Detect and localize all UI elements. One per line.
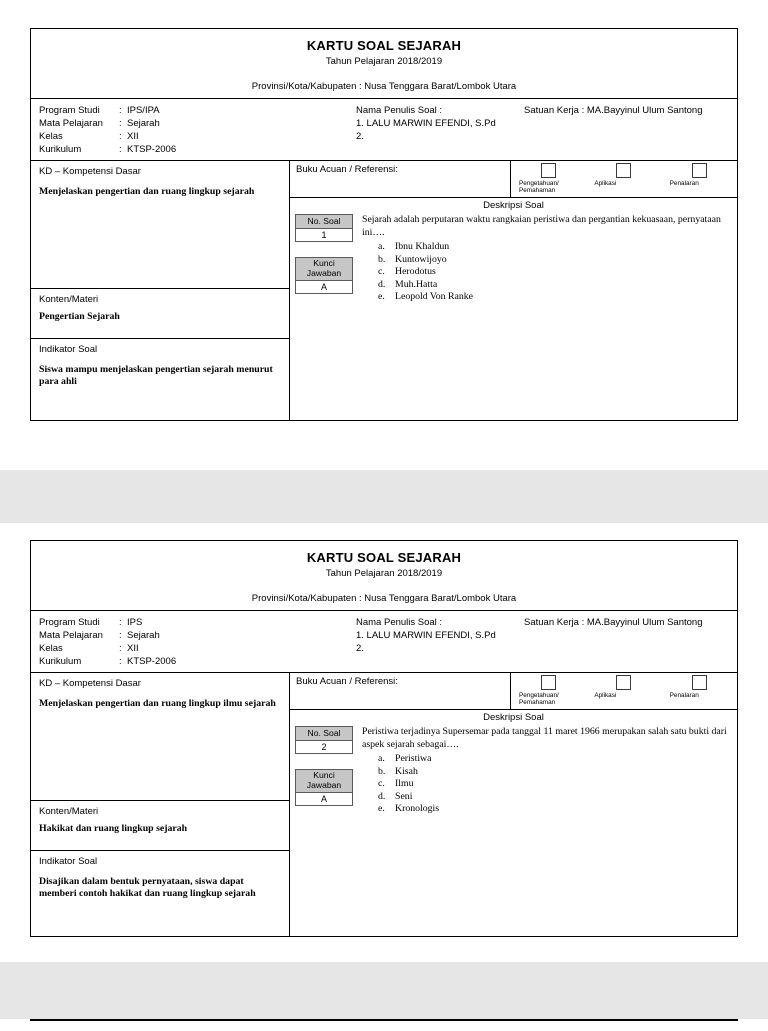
question-content bbox=[356, 214, 737, 420]
option-text: Seni bbox=[395, 790, 413, 802]
no-soal-label: No. Soal bbox=[295, 726, 353, 741]
kunci-value: A bbox=[295, 793, 353, 806]
region-line: Provinsi/Kota/Kabupaten : Nusa Tenggara Barat/Lombok Utara bbox=[251, 593, 517, 604]
penalaran-label: Penalaran bbox=[669, 180, 699, 187]
konten-section bbox=[31, 801, 289, 851]
card-subtitle: Tahun Pelajaran 2018/2019 bbox=[325, 568, 443, 579]
indikator-label: Indikator Soal bbox=[39, 856, 98, 867]
deskripsi-soal-label: Deskripsi Soal bbox=[483, 712, 544, 723]
kunci-label: Kunci Jawaban bbox=[295, 769, 353, 793]
kunci-label: Kunci Jawaban bbox=[295, 257, 353, 281]
page-3-partial bbox=[0, 1019, 768, 1031]
satuan-kerja: Satuan Kerja : MA.Bayyinul Ulum Santong bbox=[524, 105, 703, 116]
field-value: IPS bbox=[127, 617, 143, 628]
option-row bbox=[378, 803, 727, 816]
field-value: XII bbox=[127, 131, 139, 142]
kelas-field bbox=[39, 642, 356, 655]
option-letter: a. bbox=[378, 753, 385, 764]
indikator-section bbox=[31, 339, 289, 420]
kognitif-aplikasi bbox=[586, 673, 661, 709]
kelas-field bbox=[39, 130, 356, 143]
referensi-label: Buku Acuan / Referensi: bbox=[296, 164, 398, 175]
penulis-label: Nama Penulis Soal : bbox=[356, 617, 443, 628]
referensi-row bbox=[290, 673, 737, 710]
option-text: Leopold Von Ranke bbox=[395, 291, 474, 302]
option-text: Kronologis bbox=[395, 803, 440, 814]
no-soal-group bbox=[295, 214, 353, 242]
kunci-group bbox=[295, 769, 353, 806]
field-colon: : bbox=[119, 144, 122, 155]
question-card-1 bbox=[30, 28, 738, 421]
option-row bbox=[378, 766, 727, 779]
info-strip bbox=[31, 611, 737, 673]
option-letter: c. bbox=[378, 778, 385, 789]
field-value: IPS/IPA bbox=[127, 105, 160, 116]
field-label: Kurikulum bbox=[39, 656, 82, 667]
penulis-line-2: 2. bbox=[356, 643, 364, 654]
question-card-2 bbox=[30, 540, 738, 937]
option-letter: c. bbox=[378, 266, 385, 277]
right-column bbox=[290, 673, 737, 936]
field-value: Sejarah bbox=[127, 630, 160, 641]
option-letter: a. bbox=[378, 241, 385, 252]
kd-text: Menjelaskan pengertian dan ruang lingkup sejarah bbox=[39, 186, 255, 197]
pengetahuan-label: Pengetahuan/ Pemahaman bbox=[519, 180, 559, 195]
option-text: Herodotus bbox=[395, 266, 436, 277]
mata-pelajaran-field bbox=[39, 117, 356, 130]
kognitif-penalaran bbox=[662, 161, 737, 197]
referensi-label: Buku Acuan / Referensi: bbox=[296, 676, 398, 687]
deskripsi-soal-label: Deskripsi Soal bbox=[483, 200, 544, 211]
field-colon: : bbox=[119, 643, 122, 654]
aplikasi-checkbox bbox=[616, 163, 631, 178]
page-1 bbox=[0, 0, 768, 470]
kurikulum-field bbox=[39, 143, 356, 156]
kognitif-pengetahuan bbox=[511, 673, 586, 709]
pengetahuan-label: Pengetahuan/ Pemahaman bbox=[519, 692, 559, 707]
page-2 bbox=[0, 523, 768, 962]
kd-label: KD – Kompetensi Dasar bbox=[39, 166, 141, 177]
option-row bbox=[378, 778, 727, 791]
penulis-block bbox=[356, 616, 524, 672]
kunci-value: A bbox=[295, 281, 353, 294]
option-letter: e. bbox=[378, 803, 385, 814]
no-soal-label: No. Soal bbox=[295, 214, 353, 229]
kd-text: Menjelaskan pengertian dan ruang lingkup ilmu sejarah bbox=[39, 698, 276, 709]
page-gap bbox=[0, 470, 768, 523]
field-label: Program Studi bbox=[39, 617, 100, 628]
question-meta bbox=[290, 214, 356, 420]
penulis-line-1: 1. LALU MARWIN EFENDI, S.Pd bbox=[356, 630, 496, 641]
option-text: Muh.Hatta bbox=[395, 278, 438, 290]
indikator-text: Disajikan dalam bentuk pernyataan, siswa dapat memberi contoh hakikat dan ruang lingkup sejarah bbox=[39, 876, 256, 899]
options-list bbox=[378, 241, 727, 304]
question-text: Sejarah adalah perputaran waktu rangkaian peristiwa dan pergantian kekuasaan, pernyataan ini…. bbox=[362, 214, 721, 238]
option-row bbox=[378, 279, 727, 292]
pengetahuan-checkbox bbox=[541, 675, 556, 690]
option-row bbox=[378, 753, 727, 766]
option-row bbox=[378, 241, 727, 254]
question-meta bbox=[290, 726, 356, 936]
no-soal-group bbox=[295, 726, 353, 754]
option-letter: d. bbox=[378, 790, 386, 802]
option-text: Peristiwa bbox=[395, 753, 432, 764]
field-value: XII bbox=[127, 643, 139, 654]
info-strip bbox=[31, 99, 737, 161]
aplikasi-label: Aplikasi bbox=[594, 692, 617, 699]
option-row bbox=[378, 254, 727, 267]
region-line: Provinsi/Kota/Kabupaten : Nusa Tenggara Barat/Lombok Utara bbox=[251, 81, 517, 92]
no-soal-value: 2 bbox=[295, 741, 353, 754]
card-header bbox=[31, 541, 737, 611]
penalaran-label: Penalaran bbox=[669, 692, 699, 699]
kognitif-checkboxes bbox=[510, 673, 737, 709]
option-letter: b. bbox=[378, 765, 386, 777]
left-column bbox=[31, 673, 290, 936]
card-title: KARTU SOAL SEJARAH bbox=[306, 550, 462, 565]
question-area bbox=[290, 212, 737, 420]
options-list bbox=[378, 753, 727, 816]
kd-section bbox=[31, 161, 289, 289]
question-text: Peristiwa terjadinya Supersemar pada tanggal 11 maret 1966 merupakan salah satu bukti dari aspek sejarah sebagai…. bbox=[362, 726, 727, 750]
field-label: Mata Pelajaran bbox=[39, 118, 103, 129]
option-text: Kuntowijoyo bbox=[395, 253, 447, 265]
page-gap bbox=[0, 962, 768, 1012]
kognitif-penalaran bbox=[662, 673, 737, 709]
question-content bbox=[356, 726, 737, 936]
option-letter: b. bbox=[378, 253, 386, 265]
field-colon: : bbox=[119, 617, 122, 628]
field-value: KTSP-2006 bbox=[127, 144, 177, 155]
referensi-row bbox=[290, 161, 737, 198]
indikator-text: Siswa mampu menjelaskan pengertian sejarah menurut para ahli bbox=[39, 364, 273, 387]
kunci-group bbox=[295, 257, 353, 294]
card-body bbox=[31, 161, 737, 420]
field-value: KTSP-2006 bbox=[127, 656, 177, 667]
right-column bbox=[290, 161, 737, 420]
field-label: Program Studi bbox=[39, 105, 100, 116]
program-studi-field bbox=[39, 616, 356, 629]
penulis-line-1: 1. LALU MARWIN EFENDI, S.Pd bbox=[356, 118, 496, 129]
konten-label: Konten/Materi bbox=[39, 806, 99, 817]
field-colon: : bbox=[119, 656, 122, 667]
field-colon: : bbox=[119, 630, 122, 641]
kurikulum-field bbox=[39, 655, 356, 668]
option-letter: e. bbox=[378, 291, 385, 302]
field-colon: : bbox=[119, 105, 122, 116]
no-soal-value: 1 bbox=[295, 229, 353, 242]
program-studi-field bbox=[39, 104, 356, 117]
konten-text: Hakikat dan ruang lingkup sejarah bbox=[39, 823, 188, 834]
card-body bbox=[31, 673, 737, 936]
option-row bbox=[378, 291, 727, 304]
konten-section bbox=[31, 289, 289, 339]
field-label: Mata Pelajaran bbox=[39, 630, 103, 641]
kognitif-checkboxes bbox=[510, 161, 737, 197]
indikator-label: Indikator Soal bbox=[39, 344, 98, 355]
option-text: Ibnu Khaldun bbox=[395, 241, 450, 252]
option-text: Ilmu bbox=[395, 778, 414, 789]
card-title: KARTU SOAL SEJARAH bbox=[306, 38, 462, 53]
aplikasi-checkbox bbox=[616, 675, 631, 690]
konten-text: Pengertian Sejarah bbox=[39, 311, 120, 322]
penalaran-checkbox bbox=[692, 163, 707, 178]
mata-pelajaran-field bbox=[39, 629, 356, 642]
kd-section bbox=[31, 673, 289, 801]
aplikasi-label: Aplikasi bbox=[594, 180, 617, 187]
kd-label: KD – Kompetensi Dasar bbox=[39, 678, 141, 689]
penalaran-checkbox bbox=[692, 675, 707, 690]
penulis-block bbox=[356, 104, 524, 160]
field-label: Kurikulum bbox=[39, 144, 82, 155]
option-text: Kisah bbox=[395, 765, 418, 777]
field-value: Sejarah bbox=[127, 118, 160, 129]
card-header bbox=[31, 29, 737, 99]
option-row bbox=[378, 791, 727, 804]
next-card-top-edge bbox=[30, 1019, 738, 1021]
kognitif-aplikasi bbox=[586, 161, 661, 197]
field-colon: : bbox=[119, 131, 122, 142]
pengetahuan-checkbox bbox=[541, 163, 556, 178]
satuan-kerja: Satuan Kerja : MA.Bayyinul Ulum Santong bbox=[524, 617, 703, 628]
konten-label: Konten/Materi bbox=[39, 294, 99, 305]
field-label: Kelas bbox=[39, 643, 63, 654]
question-area bbox=[290, 724, 737, 936]
field-colon: : bbox=[119, 118, 122, 129]
field-label: Kelas bbox=[39, 131, 63, 142]
option-letter: d. bbox=[378, 278, 386, 290]
card-subtitle: Tahun Pelajaran 2018/2019 bbox=[325, 56, 443, 67]
kognitif-pengetahuan bbox=[511, 161, 586, 197]
info-left bbox=[39, 616, 356, 672]
option-row bbox=[378, 266, 727, 279]
indikator-section bbox=[31, 851, 289, 936]
penulis-line-2: 2. bbox=[356, 131, 364, 142]
penulis-label: Nama Penulis Soal : bbox=[356, 105, 443, 116]
info-left bbox=[39, 104, 356, 160]
left-column bbox=[31, 161, 290, 420]
